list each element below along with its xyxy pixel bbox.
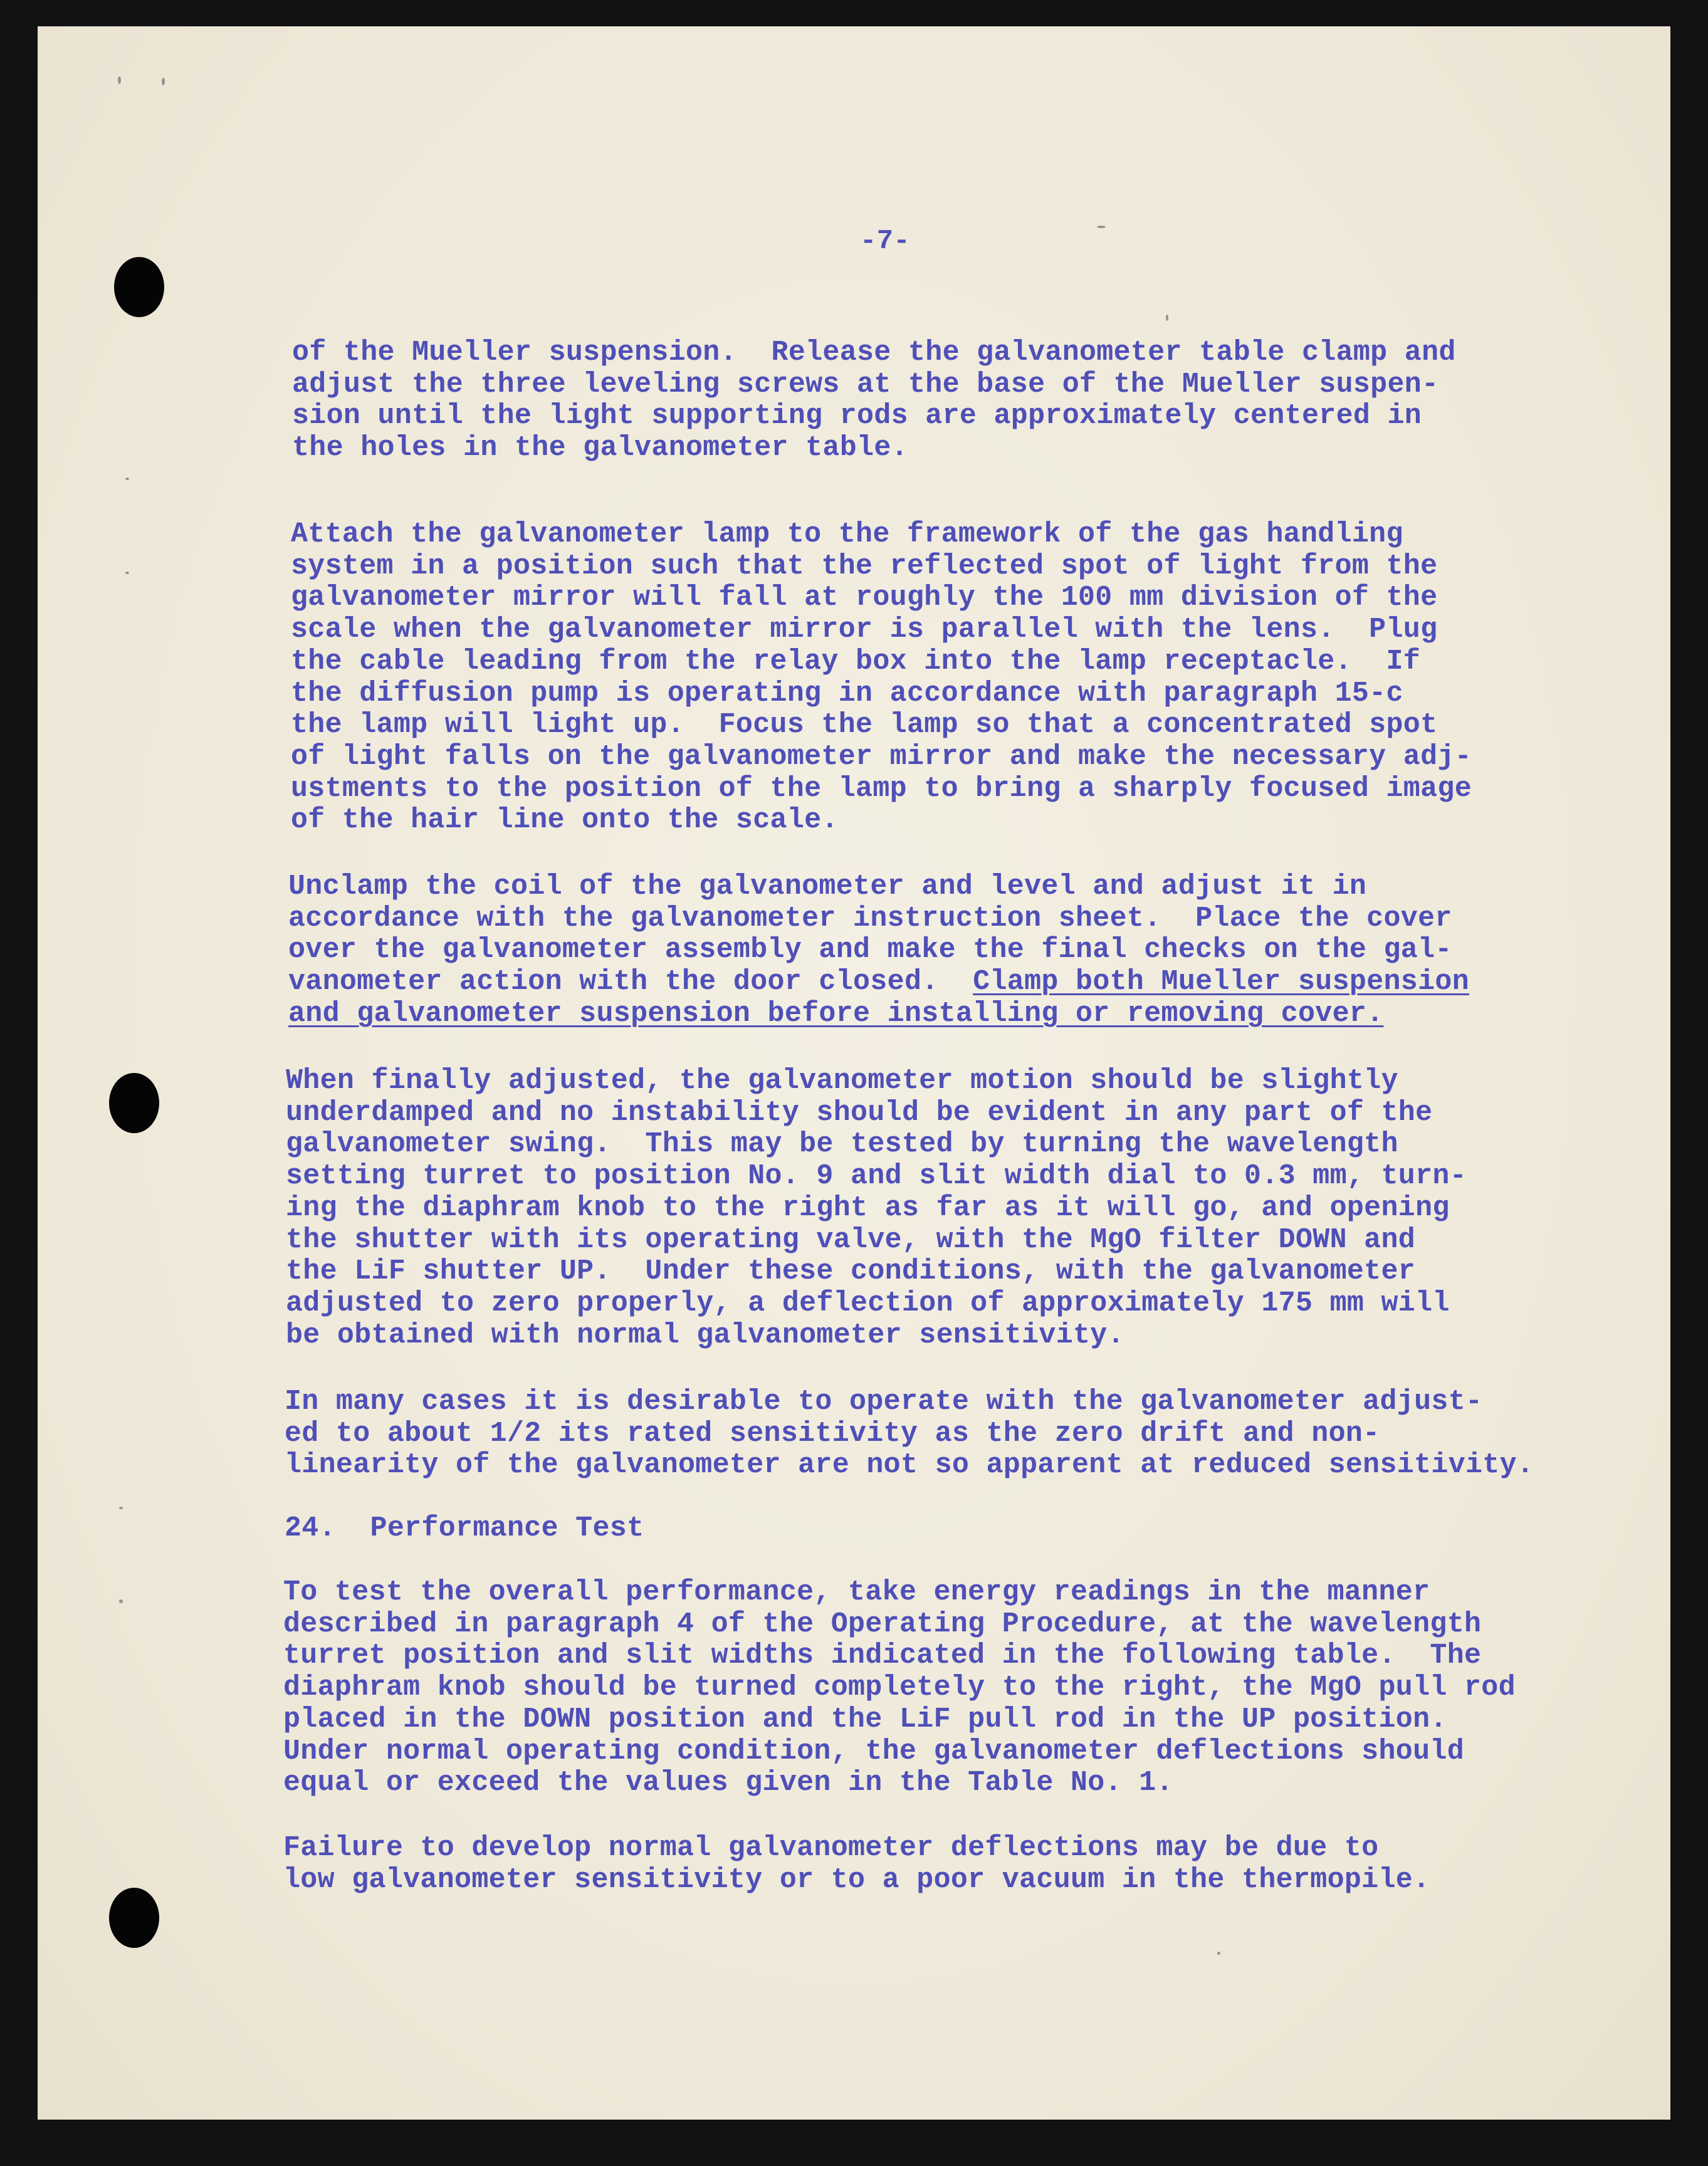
text-line: accordance with the galvanometer instruction sheet. Place the cover: [288, 902, 1452, 934]
margin-mark: [1166, 315, 1168, 321]
margin-mark: [119, 1599, 123, 1603]
text-line: the diffusion pump is operating in accordance with paragraph 15-c: [291, 677, 1403, 709]
text-line: vanometer action with the door closed.: [288, 966, 939, 998]
text-line: underdamped and no instability should be evident in any part of the: [286, 1096, 1433, 1129]
text-line: low galvanometer sensitivity or to a poor vacuum in the thermopile.: [283, 1863, 1430, 1896]
text-line: turret position and slit widths indicated in the following table. The: [283, 1640, 1482, 1672]
text-line: scale when the galvanometer mirror is parallel with the lens. Plug: [291, 614, 1438, 646]
margin-mark: [1217, 1952, 1220, 1955]
text-line: be obtained with normal galvanometer sensitivity.: [286, 1319, 1124, 1351]
punch-hole-middle: [109, 1073, 159, 1133]
text-line: of the hair line onto the scale.: [291, 804, 839, 837]
punch-hole-bottom: [109, 1888, 159, 1948]
paragraph-overall-performance: [283, 1577, 1516, 1799]
paragraph-unclamp-coil: [288, 871, 1469, 1030]
text-line: equal or exceed the values given in the Table No. 1.: [283, 1767, 1173, 1799]
section-heading: 24. Performance Test: [285, 1512, 644, 1544]
margin-mark: [118, 76, 121, 84]
text-line: linearity of the galvanometer are not so apparent at reduced sensitivity.: [285, 1449, 1534, 1482]
text-line: setting turret to position No. 9 and slit width dial to 0.3 mm, turn-: [286, 1160, 1467, 1193]
text-line: sion until the light supporting rods are approximately centered in: [292, 400, 1422, 432]
paragraph-mueller-suspension: [292, 337, 1456, 464]
text-line: Failure to develop normal galvanometer deflections may be due to: [283, 1832, 1379, 1864]
text-line: galvanometer swing. This may be tested by turning the wavelength: [286, 1128, 1398, 1161]
text-line: ed to about 1/2 its rated sensitivity as the zero drift and non-: [285, 1417, 1380, 1450]
text-line: placed in the DOWN position and the LiF pull rod in the UP position.: [283, 1703, 1447, 1735]
paragraph-failure-causes: [283, 1833, 1430, 1896]
margin-mark: [1097, 226, 1106, 228]
paragraph-reduced-sensitivity: [285, 1386, 1534, 1482]
underlined-warning: Clamp both Mueller suspension: [973, 966, 1470, 998]
text-line: adjusted to zero properly, a deflection of approximately 175 mm will: [286, 1287, 1450, 1319]
text-line: the shutter with its operating valve, with the MgO filter DOWN and: [286, 1223, 1416, 1256]
text-line: Unclamp the coil of the galvanometer and level and adjust it in: [288, 871, 1367, 903]
text-line: the cable leading from the relay box into the lamp receptacle. If: [291, 645, 1421, 678]
underlined-warning: and galvanometer suspension before installing or removing cover.: [288, 997, 1384, 1030]
text-line: Under normal operating condition, the galvanometer deflections should: [283, 1735, 1465, 1767]
text-line: To test the overall performance, take energy readings in the manner: [283, 1576, 1430, 1608]
paper-sheet: [38, 26, 1670, 2120]
text-line: adjust the three leveling screws at the base of the Mueller suspen-: [292, 368, 1439, 400]
text-line: over the galvanometer assembly and make the final checks on the gal-: [288, 934, 1452, 966]
text-line: diaphram knob should be turned completely to the right, the MgO pull rod: [283, 1672, 1516, 1704]
page-number: -7-: [860, 226, 911, 257]
margin-mark: [162, 78, 165, 85]
text-line: described in paragraph 4 of the Operating Procedure, at the wavelength: [283, 1608, 1482, 1640]
text-line: galvanometer mirror will fall at roughly the 100 mm division of the: [291, 582, 1438, 614]
margin-mark: [125, 572, 129, 574]
punch-hole-top: [114, 257, 164, 317]
text-line: ing the diaphram knob to the right as far as it will go, and opening: [286, 1191, 1450, 1224]
text-line: When finally adjusted, the galvanometer motion should be slightly: [286, 1065, 1398, 1097]
text-line: of light falls on the galvanometer mirror and make the necessary adj-: [291, 740, 1472, 773]
section-heading-performance-test: [285, 1513, 644, 1545]
paragraph-final-adjustment: [286, 1065, 1467, 1351]
text-line: system in a position such that the reflected spot of light from the: [291, 550, 1438, 582]
text-line: Attach the galvanometer lamp to the framework of the gas handling: [291, 518, 1403, 550]
margin-mark: [125, 478, 129, 480]
text-line: In many cases it is desirable to operate with the galvanometer adjust-: [285, 1386, 1483, 1418]
margin-mark: [119, 1507, 123, 1509]
text-line: the LiF shutter UP. Under these conditions, with the galvanometer: [286, 1255, 1416, 1288]
paragraph-galvanometer-lamp: [291, 519, 1472, 837]
text-line: of the Mueller suspension. Release the galvanometer table clamp and: [292, 337, 1456, 369]
text-line: the holes in the galvanometer table.: [292, 432, 908, 464]
text-line: the lamp will light up. Focus the lamp so that a concentrated spot: [291, 709, 1438, 741]
text-line: ustments to the position of the lamp to bring a sharply focused image: [291, 772, 1472, 805]
